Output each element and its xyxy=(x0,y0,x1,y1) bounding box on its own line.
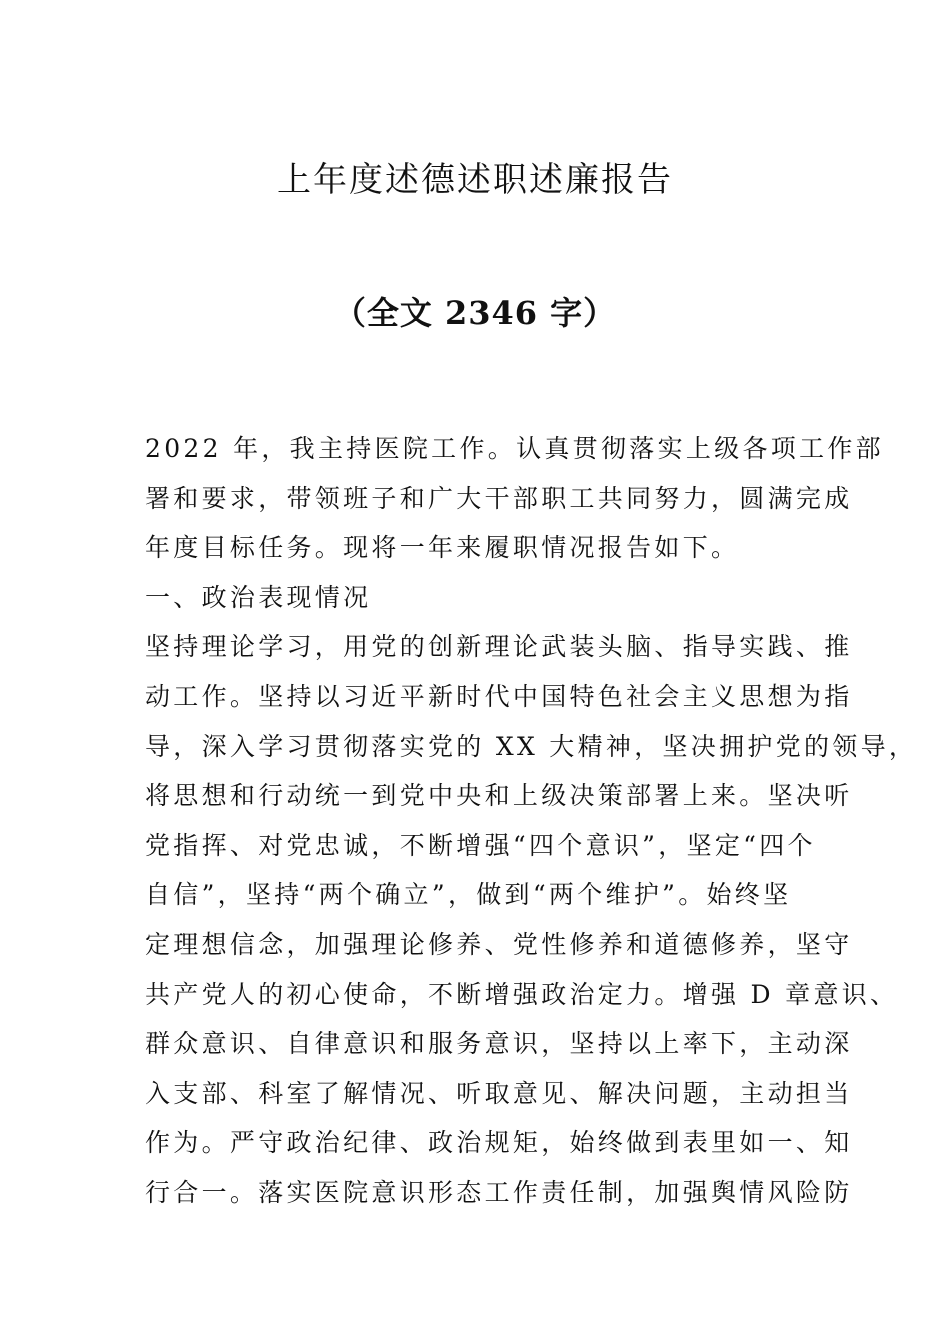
body-line: 年度目标任务。现将一年来履职情况报告如下。 xyxy=(145,533,740,563)
document-title: 上年度述德述职述廉报告 xyxy=(277,160,673,200)
body-line: 行合一。落实医院意识形态工作责任制，加强舆情风险防 xyxy=(145,1177,853,1207)
body-line: 共产党人的初心使命，不断增强政治定力。增强 D 章意识、 xyxy=(145,979,899,1009)
body-line: 导，深入学习贯彻落实党的 XX 大精神，坚决拥护党的领导， xyxy=(145,731,918,761)
body-line: 2022 年，我主持医院工作。认真贯彻落实上级各项工作部 xyxy=(145,434,884,463)
body-line: 动工作。坚持以习近平新时代中国特色社会主义思想为指 xyxy=(145,681,853,711)
body-line: 入支部、科室了解情况、听取意见、解决问题，主动担当 xyxy=(145,1078,853,1108)
body-line: 坚持理论学习，用党的创新理论武装头脑、指导实践、推 xyxy=(145,632,853,662)
body-line: 党指挥、对党忠诚，不断增强“四个意识”，坚定“四个 xyxy=(145,830,816,860)
body-line: 自信”，坚持“两个确立”，做到“两个维护”。始终坚 xyxy=(145,880,792,910)
document-subtitle: （全文 2346 字） xyxy=(333,294,617,332)
section-heading: 一、政治表现情况 xyxy=(145,582,372,612)
body-line: 群众意识、自律意识和服务意识，坚持以上率下，主动深 xyxy=(145,1029,853,1059)
body-line: 将思想和行动统一到党中央和上级决策部署上来。坚决听 xyxy=(145,781,853,811)
body-line: 署和要求，带领班子和广大干部职工共同努力，圆满完成 xyxy=(145,483,853,513)
body-line: 定理想信念，加强理论修养、党性修养和道德修养，坚守 xyxy=(145,929,853,959)
body-line: 作为。严守政治纪律、政治规矩，始终做到表里如一、知 xyxy=(145,1128,853,1158)
document-body xyxy=(145,424,918,1218)
